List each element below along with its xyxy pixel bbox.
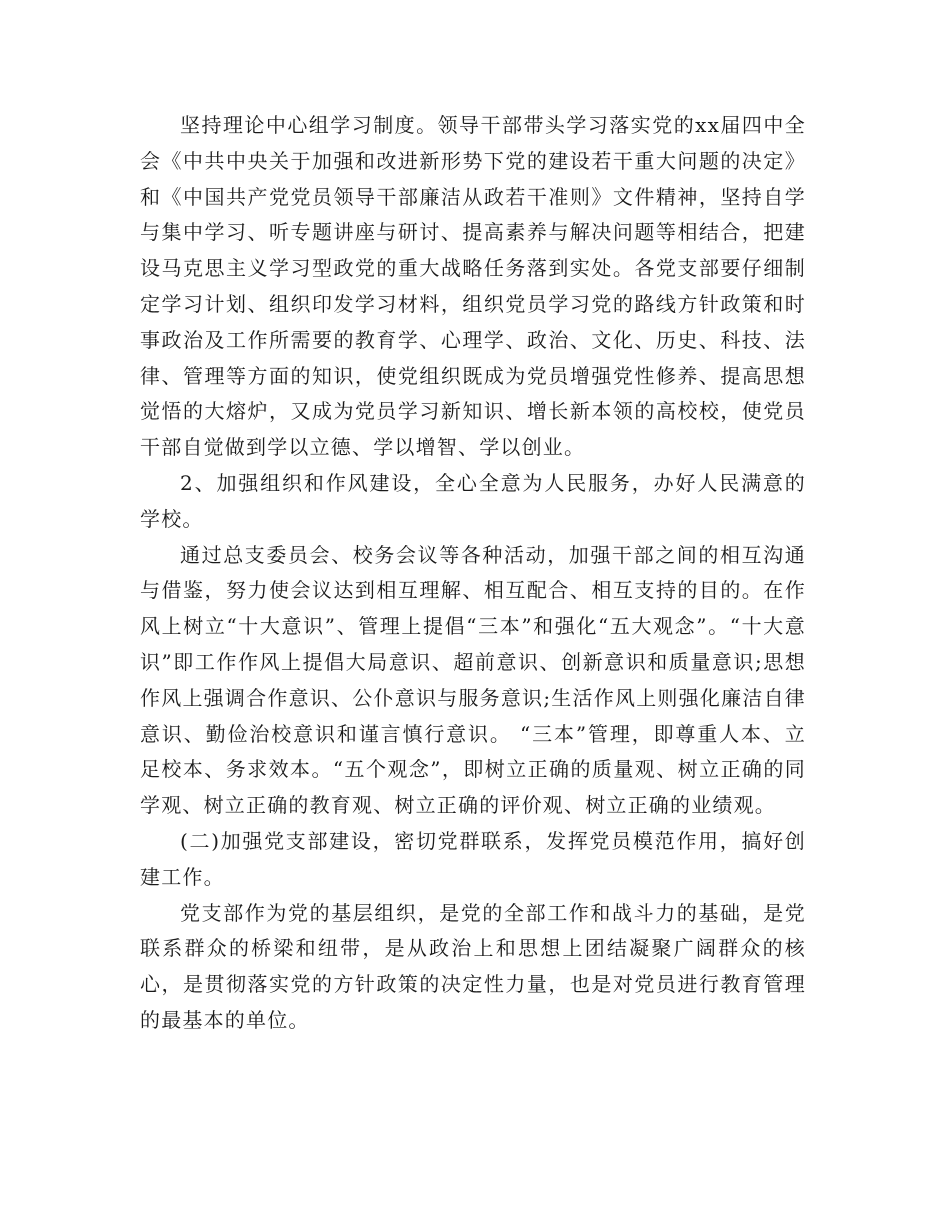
paragraph-work-style: 通过总支委员会、校务会议等各种活动，加强干部之间的相互沟通与借鉴，努力使会议达到相互理解、相互配合、相互支持的目的。在作风上树立“十大意识”、管理上提倡“三本”和强化“五大观念”。“十大意识”即工作作风上提倡大局意识、超前意识、创新意识和质量意识;思想作风上强调合作意识、公仆意识与服务意识;生活作风上则强化廉洁自律意识、勤俭治校意识和谨言慎行意识。 “三本”管理，即尊重人本、立足校本、务求效本。“五个观念”，即树立正确的质量观、树立正确的同学观、树立正确的教育观、树立正确的评价观、树立正确的业绩观。 [140, 542, 806, 818]
paragraph-heading-branch: (二)加强党支部建设，密切党群联系，发挥党员模范作用，搞好创建工作。 [140, 828, 806, 889]
document-body [140, 108, 806, 1039]
paragraph-theory-study: 坚持理论中心组学习制度。领导干部带头学习落实党的xx届四中全会《中共中央关于加强和改进新形势下党的建设若干重大问题的决定》和《中国共产党党员领导干部廉洁从政若干准则》文件精神，坚持自学与集中学习、听专题讲座与研讨、提高素养与解决问题等相结合，把建设马克思主义学习型政党的重大战略任务落到实处。各党支部要仔细制定学习计划、组织印发学习材料，组织党员学习党的路线方针政策和时事政治及工作所需要的教育学、心理学、政治、文化、历史、科技、法律、管理等方面的知识，使党组织既成为党员增强党性修养、提高思想觉悟的大熔炉，又成为党员学习新知识、增长新本领的高校校，使党员干部自觉做到学以立德、学以增智、学以创业。 [140, 113, 806, 460]
paragraph-heading-organization: 2、加强组织和作风建设，全心全意为人民服务，办好人民满意的学校。 [140, 470, 806, 531]
paragraph-branch-role: 党支部作为党的基层组织，是党的全部工作和战斗力的基础，是党联系群众的桥梁和纽带，是从政治上和思想上团结凝聚广阔群众的核心，是贯彻落实党的方针政策的决定性力量，也是对党员进行教育管理的最基本的单位。 [140, 900, 806, 1032]
